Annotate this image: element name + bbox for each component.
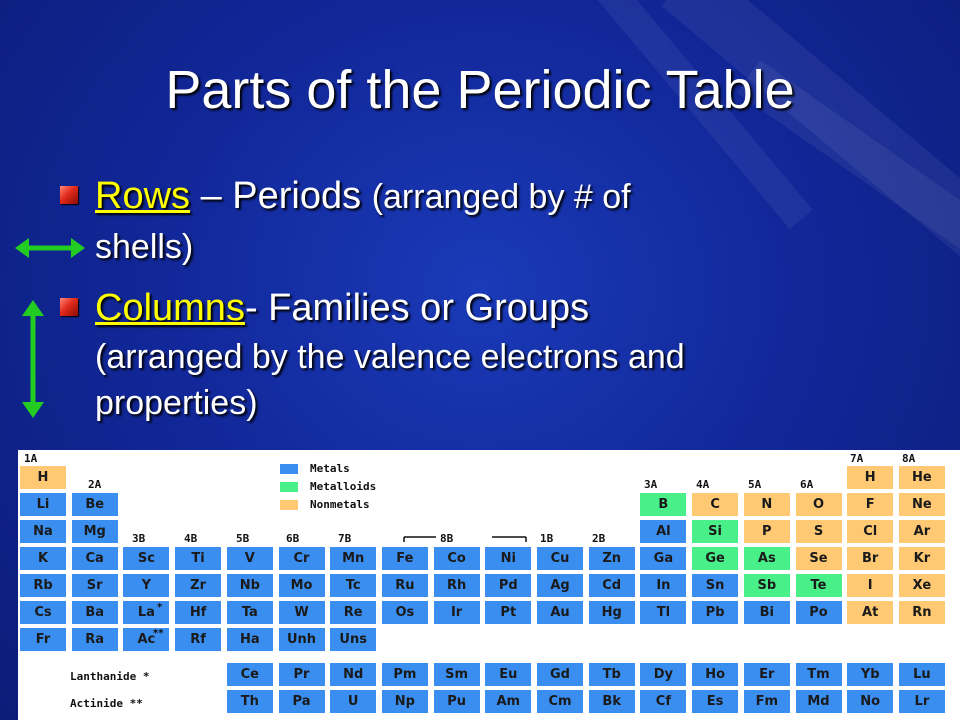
element-cell-na: Na bbox=[20, 520, 66, 543]
element-cell-ge: Ge bbox=[692, 547, 738, 570]
group-label: 3B bbox=[132, 532, 146, 545]
element-cell-cl: Cl bbox=[847, 520, 893, 543]
element-cell-rb: Rb bbox=[20, 574, 66, 597]
element-cell-lu: Lu bbox=[899, 663, 945, 686]
group-label: 6B bbox=[286, 532, 300, 545]
element-cell-am: Am bbox=[485, 690, 531, 713]
element-cell-h: H bbox=[20, 466, 66, 489]
group-label: 5B bbox=[236, 532, 250, 545]
group-label: 1B bbox=[540, 532, 554, 545]
element-cell-gd: Gd bbox=[537, 663, 583, 686]
element-cell-ne: Ne bbox=[899, 493, 945, 516]
element-cell-as: As bbox=[744, 547, 790, 570]
element-cell-po: Po bbox=[796, 601, 842, 624]
element-cell-in: In bbox=[640, 574, 686, 597]
element-cell-w: W bbox=[279, 601, 325, 624]
group-8b-bracket bbox=[402, 534, 532, 544]
element-cell-os: Os bbox=[382, 601, 428, 624]
horizontal-double-arrow-icon bbox=[15, 233, 85, 263]
element-cell-h: H bbox=[847, 466, 893, 489]
element-cell-pm: Pm bbox=[382, 663, 428, 686]
legend-metals-swatch bbox=[280, 464, 298, 474]
element-cell-ru: Ru bbox=[382, 574, 428, 597]
element-cell-sr: Sr bbox=[72, 574, 118, 597]
element-cell-hf: Hf bbox=[175, 601, 221, 624]
element-cell-mn: Mn bbox=[330, 547, 376, 570]
element-cell-ag: Ag bbox=[537, 574, 583, 597]
element-cell-p: P bbox=[744, 520, 790, 543]
element-cell-y: Y bbox=[123, 574, 169, 597]
group-label: 4A bbox=[696, 478, 710, 491]
actinide-label: Actinide ** bbox=[70, 697, 143, 710]
element-cell-zn: Zn bbox=[589, 547, 635, 570]
element-cell-hg: Hg bbox=[589, 601, 635, 624]
element-cell-pr: Pr bbox=[279, 663, 325, 686]
element-cell-yb: Yb bbox=[847, 663, 893, 686]
element-cell-ba: Ba bbox=[72, 601, 118, 624]
element-cell-o: O bbox=[796, 493, 842, 516]
keyword-columns: Columns bbox=[95, 287, 245, 329]
group-label: 2A bbox=[88, 478, 102, 491]
element-cell-sn: Sn bbox=[692, 574, 738, 597]
element-cell-s: S bbox=[796, 520, 842, 543]
element-cell-ce: Ce bbox=[227, 663, 273, 686]
element-cell-at: At bbox=[847, 601, 893, 624]
group-label: 6A bbox=[800, 478, 814, 491]
element-cell-er: Er bbox=[744, 663, 790, 686]
element-cell-cf: Cf bbox=[640, 690, 686, 713]
slide-title: Parts of the Periodic Table bbox=[165, 60, 795, 120]
element-cell-c: C bbox=[692, 493, 738, 516]
element-cell-rh: Rh bbox=[434, 574, 480, 597]
element-cell-au: Au bbox=[537, 601, 583, 624]
element-cell-si: Si bbox=[692, 520, 738, 543]
element-cell-fe: Fe bbox=[382, 547, 428, 570]
element-cell-ni: Ni bbox=[485, 547, 531, 570]
element-cell-nd: Nd bbox=[330, 663, 376, 686]
element-cell-mo: Mo bbox=[279, 574, 325, 597]
element-cell-ga: Ga bbox=[640, 547, 686, 570]
element-cell-v: V bbox=[227, 547, 273, 570]
element-cell-ac: Ac bbox=[123, 628, 169, 651]
element-cell-cm: Cm bbox=[537, 690, 583, 713]
bullet-icon bbox=[60, 298, 78, 316]
element-cell-ha: Ha bbox=[227, 628, 273, 651]
periodic-table bbox=[18, 450, 960, 720]
element-cell-cd: Cd bbox=[589, 574, 635, 597]
element-cell-pd: Pd bbox=[485, 574, 531, 597]
element-cell-ir: Ir bbox=[434, 601, 480, 624]
element-cell-md: Md bbox=[796, 690, 842, 713]
element-cell-i: I bbox=[847, 574, 893, 597]
legend-nonmetals-label: Nonmetals bbox=[310, 498, 370, 511]
element-cell-ca: Ca bbox=[72, 547, 118, 570]
legend-metalloids-swatch bbox=[280, 482, 298, 492]
bullet-columns-line1: Columns- Families or Groups bbox=[95, 287, 590, 329]
element-cell-tl: Tl bbox=[640, 601, 686, 624]
element-cell-re: Re bbox=[330, 601, 376, 624]
legend-nonmetals-swatch bbox=[280, 500, 298, 510]
element-cell-uns: Uns bbox=[330, 628, 376, 651]
element-cell-al: Al bbox=[640, 520, 686, 543]
element-cell-rf: Rf bbox=[175, 628, 221, 651]
keyword-rows: Rows bbox=[95, 175, 191, 217]
element-cell-nb: Nb bbox=[227, 574, 273, 597]
element-cell-sm: Sm bbox=[434, 663, 480, 686]
element-cell-se: Se bbox=[796, 547, 842, 570]
element-cell-ar: Ar bbox=[899, 520, 945, 543]
element-cell-ho: Ho bbox=[692, 663, 738, 686]
group-label: 7A bbox=[850, 452, 864, 465]
group-label: 5A bbox=[748, 478, 762, 491]
legend-metals-label: Metals bbox=[310, 462, 350, 475]
group-label: 3A bbox=[644, 478, 658, 491]
element-cell-pu: Pu bbox=[434, 690, 480, 713]
element-cell-es: Es bbox=[692, 690, 738, 713]
element-cell-th: Th bbox=[227, 690, 273, 713]
lanthanide-label: Lanthanide * bbox=[70, 670, 150, 683]
element-cell-be: Be bbox=[72, 493, 118, 516]
element-cell-he: He bbox=[899, 466, 945, 489]
element-cell-tm: Tm bbox=[796, 663, 842, 686]
element-cell-unh: Unh bbox=[279, 628, 325, 651]
bullet-rows-line1: Rows – Periods (arranged by # of bbox=[95, 175, 631, 217]
group-label: 4B bbox=[184, 532, 198, 545]
bullet-icon bbox=[60, 186, 78, 204]
element-cell-co: Co bbox=[434, 547, 480, 570]
element-cell-u: U bbox=[330, 690, 376, 713]
element-cell-li: Li bbox=[20, 493, 66, 516]
element-cell-br: Br bbox=[847, 547, 893, 570]
legend-metalloids-label: Metalloids bbox=[310, 480, 377, 493]
element-cell-lr: Lr bbox=[899, 690, 945, 713]
element-cell-bi: Bi bbox=[744, 601, 790, 624]
element-cell-ta: Ta bbox=[227, 601, 273, 624]
element-cell-fr: Fr bbox=[20, 628, 66, 651]
element-cell-te: Te bbox=[796, 574, 842, 597]
element-cell-pt: Pt bbox=[485, 601, 531, 624]
bullet-columns-line2: (arranged by the valence electrons and bbox=[95, 338, 685, 376]
element-cell-la: La bbox=[123, 601, 169, 624]
element-cell-ti: Ti bbox=[175, 547, 221, 570]
element-cell-mg: Mg bbox=[72, 520, 118, 543]
element-cell-zr: Zr bbox=[175, 574, 221, 597]
element-cell-f: F bbox=[847, 493, 893, 516]
element-cell-n: N bbox=[744, 493, 790, 516]
element-cell-tc: Tc bbox=[330, 574, 376, 597]
actinium-marker: ** bbox=[153, 628, 164, 639]
vertical-double-arrow-icon bbox=[18, 300, 48, 418]
group-label: 8B bbox=[440, 532, 454, 545]
bullet-rows-line2: shells) bbox=[95, 228, 194, 266]
element-cell-pa: Pa bbox=[279, 690, 325, 713]
element-cell-kr: Kr bbox=[899, 547, 945, 570]
lanthanum-marker: * bbox=[157, 602, 163, 613]
element-cell-eu: Eu bbox=[485, 663, 531, 686]
group-label: 2B bbox=[592, 532, 606, 545]
element-cell-ra: Ra bbox=[72, 628, 118, 651]
element-cell-np: Np bbox=[382, 690, 428, 713]
element-cell-sc: Sc bbox=[123, 547, 169, 570]
element-cell-no: No bbox=[847, 690, 893, 713]
group-label: 8A bbox=[902, 452, 916, 465]
element-cell-tb: Tb bbox=[589, 663, 635, 686]
element-cell-dy: Dy bbox=[640, 663, 686, 686]
group-label: 1A bbox=[24, 452, 38, 465]
element-cell-bk: Bk bbox=[589, 690, 635, 713]
element-cell-rn: Rn bbox=[899, 601, 945, 624]
element-cell-pb: Pb bbox=[692, 601, 738, 624]
element-cell-k: K bbox=[20, 547, 66, 570]
element-cell-fm: Fm bbox=[744, 690, 790, 713]
element-cell-b: B bbox=[640, 493, 686, 516]
element-cell-sb: Sb bbox=[744, 574, 790, 597]
element-cell-cs: Cs bbox=[20, 601, 66, 624]
element-cell-xe: Xe bbox=[899, 574, 945, 597]
element-cell-cu: Cu bbox=[537, 547, 583, 570]
element-cell-cr: Cr bbox=[279, 547, 325, 570]
group-label: 7B bbox=[338, 532, 352, 545]
bullet-columns-line3: properties) bbox=[95, 384, 258, 422]
